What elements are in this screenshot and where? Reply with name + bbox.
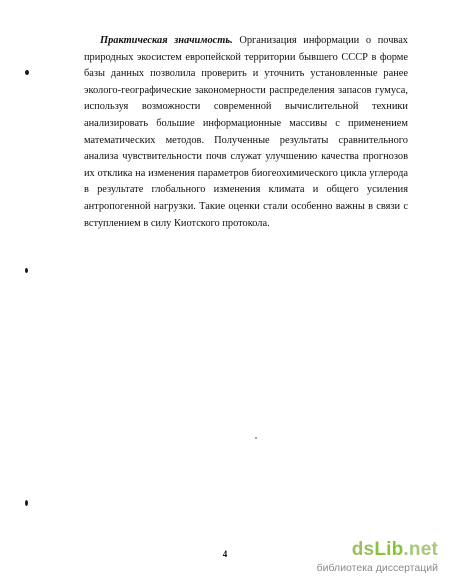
body-paragraph (84, 33, 408, 232)
scan-speck (25, 268, 28, 273)
watermark-brand-lib: Lib (374, 539, 404, 560)
lead-term: Практическая значимость. (100, 35, 233, 46)
watermark-brand-ds: ds (351, 539, 375, 560)
watermark-subtitle: библиотека диссертаций (316, 562, 438, 574)
paragraph-text: Организация информации о почвах природных экосистем европейской территории бывшего СССР в форме базы данных позволила проверить и уточнить установленные ранее эколого-географические закономерности распределения запасов гумуса, используя возможности современной вычислительной техники анализировать большие информационные массивы с применением математических методов. Полученные результаты сравнительного анализа чувствительности почв служат улучшению качества прогнозов их отклика на изменения параметров биогеохимического цикла углерода в результате глобального изменения климата и общего усиления антропогенной нагрузки. Такие оценки стали особенно важны в связи с вступлением в силу Киотского протокола. (84, 35, 408, 229)
scan-speck (255, 437, 257, 439)
scan-speck (25, 70, 29, 75)
watermark-logo (322, 540, 438, 560)
page-number: 4 (222, 549, 228, 559)
watermark-brand-net: .net (403, 539, 438, 560)
dslib-watermark (316, 539, 438, 576)
scan-speck (25, 500, 28, 506)
